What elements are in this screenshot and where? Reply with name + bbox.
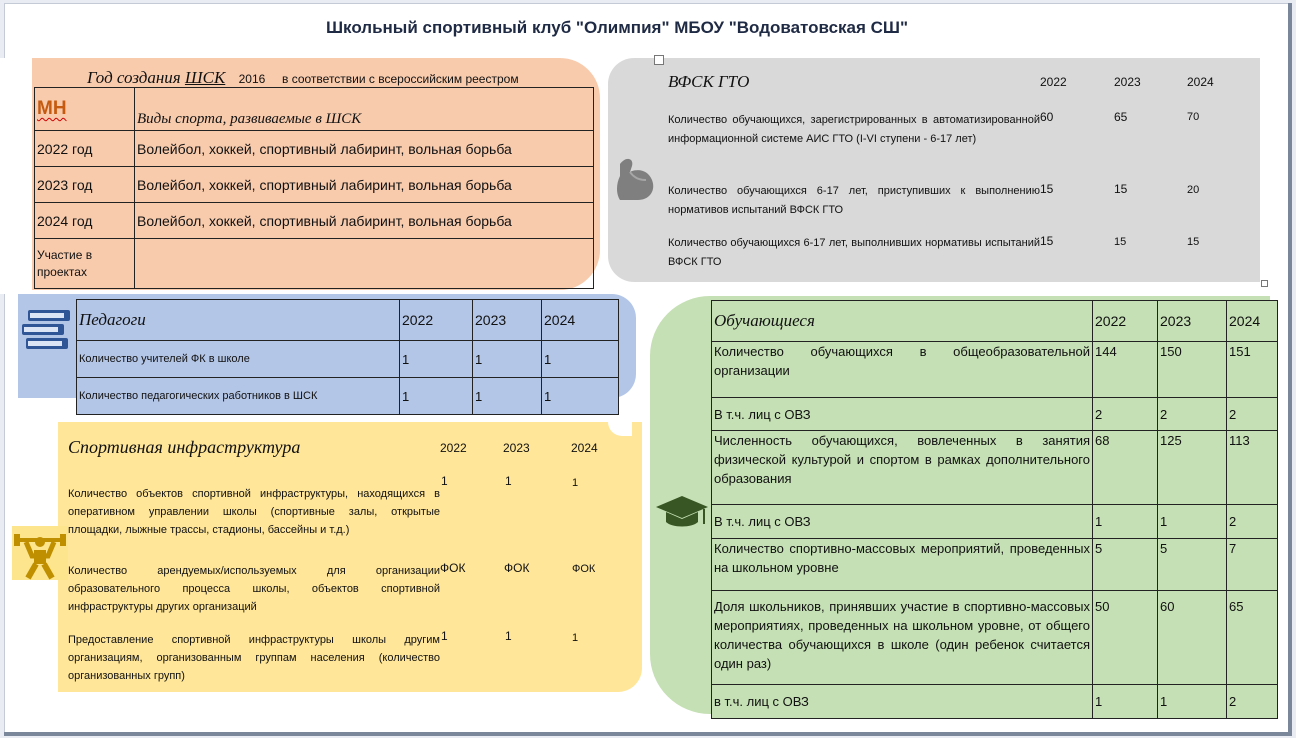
- cell-value: 1: [505, 474, 512, 488]
- infra-row-label: Количество объектов спортивной инфраструктуры, находящихся в оперативном управлении школы (спортивные залы, открытые площадки, лыжные трассы, стадионы, бассейны и т.д.): [68, 488, 440, 536]
- cell-value: 68: [1093, 431, 1158, 505]
- row-label: В т.ч. лиц с ОВЗ: [712, 505, 1093, 539]
- cell-value: 15: [1040, 234, 1054, 248]
- cell-value: 2: [1227, 685, 1278, 719]
- year-header: 2024: [571, 441, 598, 455]
- year-header: 2022: [440, 441, 467, 455]
- cell-value: 1: [441, 629, 448, 643]
- gto-row-label: Количество обучающихся 6-17 лет, приступивших к выполнению нормативов испытаний ВФСК ГТО: [668, 185, 1040, 216]
- projects-label: Участие в проектах: [35, 239, 135, 289]
- cell-value: 20: [1187, 184, 1200, 196]
- flexed-arm-icon: [612, 154, 658, 206]
- cell-value: 15: [1114, 236, 1127, 248]
- cell-value: 65: [1227, 591, 1278, 685]
- weightlifter-icon: [12, 526, 68, 580]
- year-header: 2022: [400, 300, 473, 341]
- cell-value: 1: [505, 629, 512, 643]
- sports-year-label: 2024 год: [35, 203, 135, 239]
- cell-value: 50: [1093, 591, 1158, 685]
- cell-value: 1: [1158, 505, 1227, 539]
- cell-value: 1: [400, 378, 473, 415]
- page-title: Школьный спортивный клуб "Олимпия" МБОУ "Водоватовская СШ": [325, 18, 909, 37]
- scrollbar-bottom[interactable]: [4, 732, 1292, 736]
- row-label: в т.ч. лиц с ОВЗ: [712, 685, 1093, 719]
- row-label: Доля школьников, принявших участие в спортивно-массовых мероприятиях, проведенных на школьном уровне, от общего количества обучающихся в школе (один ребенок считается один раз): [712, 591, 1093, 685]
- row-label: В т.ч. лиц с ОВЗ: [712, 398, 1093, 431]
- cell-value: ФОК: [504, 561, 530, 575]
- cell-value: 60: [1158, 591, 1227, 685]
- cell-value: 1: [542, 341, 619, 378]
- year-header: 2023: [473, 300, 542, 341]
- row-label: Количество обучающихся в общеобразовательной организации: [712, 342, 1093, 398]
- cell-value: 125: [1158, 431, 1227, 505]
- sports-year-label: 2022 год: [35, 131, 135, 167]
- cell-value: 1: [1093, 685, 1158, 719]
- cell-value: 2: [1227, 398, 1278, 431]
- cell-value: 15: [1114, 182, 1128, 196]
- founded-label: Год создания: [87, 68, 185, 87]
- cell-value: 65: [1114, 110, 1128, 124]
- infra-row-label: Количество арендуемых/используемых для организации образовательного процесса школы, объектов спортивной инфраструктуры других организаций: [68, 565, 440, 613]
- cell-value: 150: [1158, 342, 1227, 398]
- cell-value: 1: [542, 378, 619, 415]
- cell-value: 1: [572, 632, 579, 644]
- year-header: 2022: [1093, 301, 1158, 342]
- cell-value: 70: [1187, 111, 1200, 123]
- cell-value: 151: [1227, 342, 1278, 398]
- sports-header: Виды спорта, развиваемые в ШСК: [137, 111, 362, 127]
- sports-year-value: Волейбол, хоккей, спортивный лабиринт, вольная борьба: [135, 167, 594, 203]
- cell-value: 15: [1040, 182, 1054, 196]
- resize-handle[interactable]: [1261, 280, 1268, 287]
- infra-row-label: Предоставление спортивной инфраструктуры школы другим организациям, организованным группам населения (количество организованных групп): [68, 634, 440, 682]
- cell-value: 1: [441, 474, 448, 488]
- founded-line: [87, 68, 519, 88]
- sports-year-value: Волейбол, хоккей, спортивный лабиринт, вольная борьба: [135, 131, 594, 167]
- infra-title: Спортивная инфраструктура: [68, 437, 301, 457]
- cell-value: ФОК: [572, 563, 596, 575]
- cell-value: 2: [1158, 398, 1227, 431]
- cell-value: 1: [572, 477, 579, 489]
- teachers-title: Педагоги: [79, 310, 146, 329]
- cell-value: 1: [473, 378, 542, 415]
- corner-label: МН: [37, 98, 67, 119]
- cell-value: 2: [1227, 505, 1278, 539]
- founded-abbr: ШСК: [184, 68, 226, 87]
- year-header: 2024: [542, 300, 619, 341]
- cell-value: 144: [1093, 342, 1158, 398]
- cell-value: 5: [1093, 539, 1158, 591]
- sports-year-value: Волейбол, хоккей, спортивный лабиринт, вольная борьба: [135, 203, 594, 239]
- gto-row-label: Количество обучающихся 6-17 лет, выполнивших нормативы испытаний ВФСК ГТО: [668, 237, 1040, 268]
- row-label: Численность обучающихся, вовлеченных в занятия физической культурой и спортом в рамках дополнительного образования: [712, 431, 1093, 505]
- gto-row-label: Количество обучающихся, зарегистрированных в автоматизированной информационной системе АИС ГТО (I-VI ступени - 6-17 лет): [668, 114, 1040, 145]
- gto-title: ВФСК ГТО: [668, 72, 750, 91]
- teachers-table: [76, 299, 619, 415]
- year-header: 2023: [1158, 301, 1227, 342]
- year-header: 2023: [503, 441, 530, 455]
- row-label: Количество педагогических работников в ШСК: [77, 378, 400, 415]
- row-label: Количество спортивно-массовых мероприятий, проведенных на школьном уровне: [712, 539, 1093, 591]
- founded-note: в соответствии с всероссийским реестром: [282, 72, 519, 86]
- students-title: Обучающиеся: [714, 311, 815, 330]
- graduation-cap-icon: [654, 494, 710, 532]
- year-header: 2024: [1187, 75, 1214, 89]
- cell-value: 1: [1158, 685, 1227, 719]
- cell-value: 60: [1040, 110, 1054, 124]
- cell-value: 1: [1093, 505, 1158, 539]
- projects-value: [135, 239, 594, 289]
- cell-value: 1: [400, 341, 473, 378]
- students-table: [711, 300, 1278, 719]
- year-header: 2024: [1227, 301, 1278, 342]
- books-icon: [20, 302, 72, 354]
- sports-year-label: 2023 год: [35, 167, 135, 203]
- cell-value: ФОК: [440, 561, 466, 575]
- year-header: 2023: [1114, 75, 1141, 89]
- scrollbar-right[interactable]: [1288, 3, 1292, 733]
- cell-value: 113: [1227, 431, 1278, 505]
- founded-year: 2016: [238, 72, 266, 86]
- resize-handle[interactable]: [654, 55, 664, 65]
- cell-value: 7: [1227, 539, 1278, 591]
- cell-value: 1: [473, 341, 542, 378]
- cell-value: 2: [1093, 398, 1158, 431]
- row-label: Количество учителей ФК в школе: [77, 341, 400, 378]
- sports-table: [34, 87, 594, 289]
- year-header: 2022: [1040, 75, 1067, 89]
- cell-value: 15: [1187, 236, 1200, 248]
- cell-value: 5: [1158, 539, 1227, 591]
